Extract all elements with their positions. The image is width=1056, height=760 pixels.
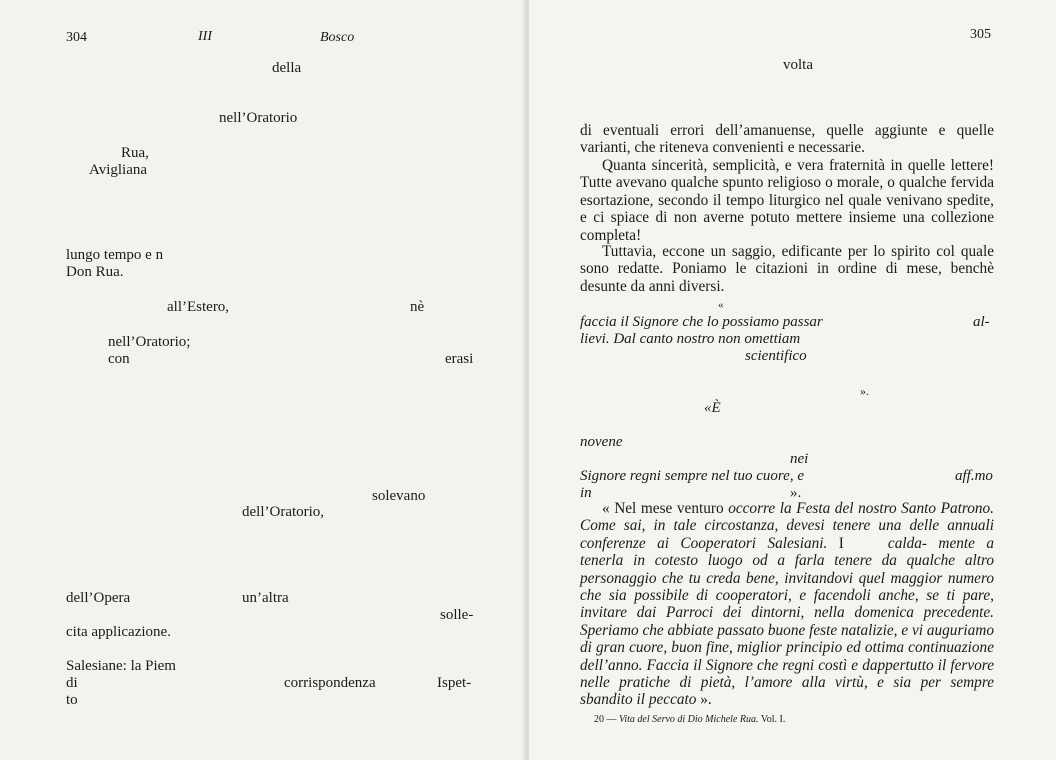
left-fragment: corrispondenza xyxy=(284,675,376,691)
left-fragment: Rua, xyxy=(121,145,149,161)
left-fragment: nell’Oratorio; xyxy=(108,334,191,350)
right-fragment: novene xyxy=(580,434,623,450)
quote-open-mark: « xyxy=(718,299,724,311)
left-fragment: dell’Opera xyxy=(66,590,131,606)
left-fragment: dell’Oratorio, xyxy=(242,504,325,520)
paragraph-1: di eventuali errori dell’amanuense, quelle aggiunte e quelle varianti, che riteneva convenienti e necessarie. xyxy=(580,122,994,157)
right-fragment: Signore regni sempre nel tuo cuore, e xyxy=(580,468,804,484)
left-fragment: lungo tempo e n xyxy=(66,247,164,263)
right-page-number: 305 xyxy=(970,27,991,42)
right-fragment: nei xyxy=(790,451,809,467)
right-fragment: «È xyxy=(704,400,721,416)
left-fragment: solle- xyxy=(440,607,474,623)
left-fragment: Salesiane: la Piem xyxy=(66,658,176,674)
left-fragment: Ispet- xyxy=(437,675,472,691)
right-fragment: scientifico xyxy=(745,348,807,364)
left-chapter-number: III xyxy=(198,29,212,44)
right-fragment: lievi. Dal canto nostro non omettiam xyxy=(580,331,801,347)
left-page xyxy=(0,0,527,760)
left-fragment: to xyxy=(66,692,78,708)
left-fragment: della xyxy=(272,60,302,76)
left-fragment: Avigliana xyxy=(89,162,148,178)
right-fragment: ». xyxy=(790,485,802,501)
right-top-word: volta xyxy=(783,57,813,73)
left-fragment: all’Estero, xyxy=(167,299,230,315)
left-fragment: un’altra xyxy=(242,590,289,606)
paragraph-4: « Nel mese venturo occorre la Festa del nostro Santo Patrono. Come sai, in tale circostanza, devesi tenere una delle annuali conferenze ai Cooperatori Salesiani. I calda- mente a tenerla in cotesto luogo od a farla tenere da qualche altro personaggio che tu creda bene, invitandovi quel maggior numero che sia possibile di cooperatori, e facendoli anche, se ti pare, invitare dai Parroci dei dintorni, nella domenica precedente. Speriamo che abbiate passato buone feste natalizie, e vi auguriamo di gran cuore, buon fine, miglior principio ed ottima continuazione dell’anno. Faccia il Signore che regni costì e dappertutto il fervore nelle pratiche di pietà, l’amore alla virtù, e sia per sempre sbandito il peccato ». xyxy=(580,500,995,709)
left-fragment: cita applicazione. xyxy=(66,624,171,640)
left-fragment: nell’Oratorio xyxy=(219,110,298,126)
right-fragment: in xyxy=(580,485,592,501)
left-fragment: di xyxy=(66,675,78,691)
left-fragment: solevano xyxy=(372,488,426,504)
left-page-number: 304 xyxy=(66,30,87,45)
left-fragment: erasi xyxy=(445,351,474,367)
footnote: 20 — Vita del Servo di Dio Michele Rua. Vol. I. xyxy=(594,714,786,725)
right-fragment: faccia il Signore che lo possiamo passar xyxy=(580,314,823,330)
right-fragment: ». xyxy=(860,384,869,398)
left-fragment: Don Rua. xyxy=(66,264,124,280)
left-fragment: nè xyxy=(410,299,425,315)
left-running-title: Bosco xyxy=(320,30,355,45)
right-fragment: aff.mo xyxy=(955,468,993,484)
right-fragment: al- xyxy=(973,314,990,330)
left-fragment: con xyxy=(108,351,130,367)
paragraph-3: Tuttavia, eccone un saggio, edificante per lo spirito col quale sono redatte. Poniamo le citazioni in ordine di mese, benchè desunte da anni diversi. xyxy=(580,243,994,295)
paragraph-2: Quanta sincerità, semplicità, e vera fraternità in quelle lettere! Tutte avevano qualche spunto religioso o morale, o qualche fervida esortazione, secondo il tempo liturgico nel quale venivano spedite, e ci spiace di non averne potuto mettere insieme una collezione completa! xyxy=(580,157,994,244)
